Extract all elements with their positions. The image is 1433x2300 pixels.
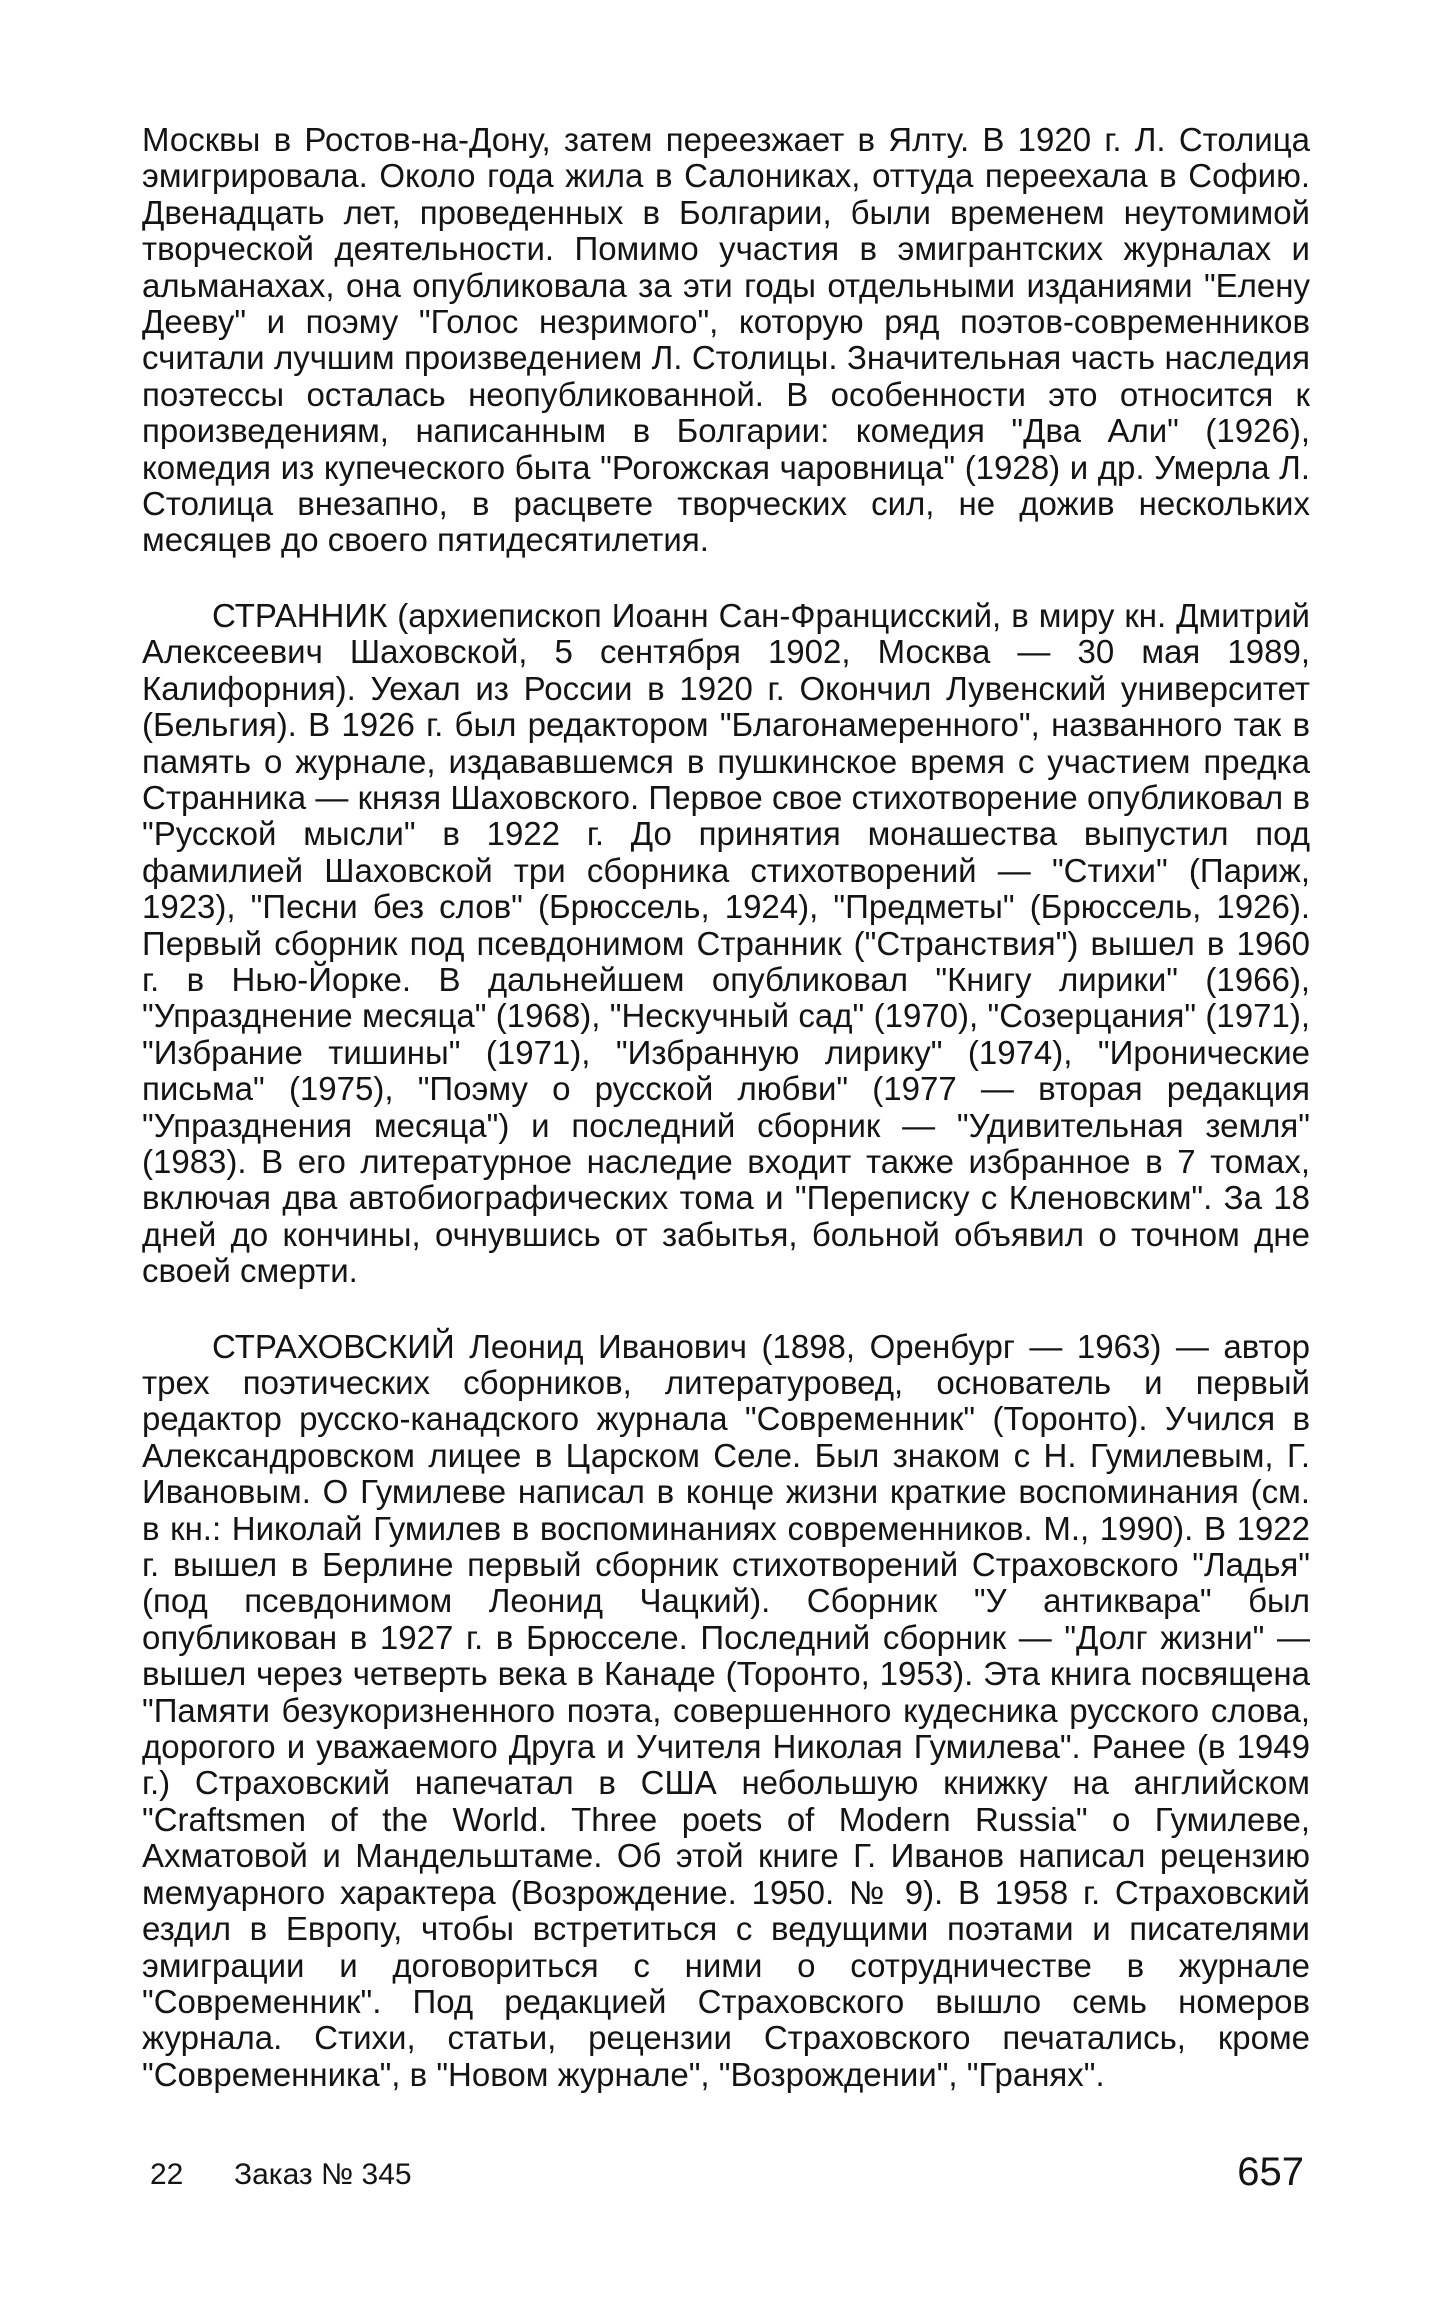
page-footer	[142, 2150, 1310, 2210]
paragraph-strannik-bio: СТРАННИК (архиепископ Иоанн Сан-Францисский, в миру кн. Дмитрий Алексеевич Шаховской, 5 сентября 1902, Москва — 30 мая 1989, Калифорния). Уехал из России в 1920 г. Окончил Лувенский университет (Бельгия). В 1926 г. был редактором "Благонамеренного", названного так в память о журнале, издававшемся в пушкинское время с участием предка Странника — князя Шаховского. Первое свое стихотворение опубликовал в "Русской мысли" в 1922 г. До принятия монашества выпустил под фамилией Шаховской три сборника стихотворений — "Стихи" (Париж, 1923), "Песни без слов" (Брюссель, 1924), "Предметы" (Брюссель, 1926). Первый сборник под псевдонимом Странник ("Странствия") вышел в 1960 г. в Нью-Йорке. В дальнейшем опубликовал "Книгу лирики" (1966), "Упразднение месяца" (1968), "Нескучный сад" (1970), "Созерцания" (1971), "Избрание тишины" (1971), "Избранную лирику" (1974), "Иронические письма" (1975), "Поэму о русской любви" (1977 — вторая редакция "Упразднения месяца") и последний сборник — "Удивительная земля" (1983). В его литературное наследие входит также избранное в 7 томах, включая два автобиографических тома и "Переписку с Кленовским". За 18 дней до кончины, очнувшись от забытья, больной объявил о точном дне своей смерти.	[142, 596, 1310, 1290]
paragraph-stolitsa-bio-continuation: Москвы в Ростов-на-Дону, затем переезжает в Ялту. В 1920 г. Л. Столица эмигрировала. Около года жила в Салониках, оттуда переехала в Софию. Двенадцать лет, проведенных в Болгарии, были временем неутомимой творческой деятельности. Помимо участия в эмигрантских журналах и альманахах, она опубликовала за эти годы отдельными изданиями "Елену Дееву" и поэму "Голос незримого", которую ряд поэтов-современников считали лучшим произведением Л. Столицы. Значительная часть наследия поэтессы осталась неопубликованной. В особенности это относится к произведениям, написанным в Болгарии: комедия "Два Али" (1926), комедия из купеческого быта "Рогожская чаровница" (1928) и др. Умерла Л. Столица внезапно, в расцвете творческих сил, не дожив нескольких месяцев до своего пятидесятилетия.	[142, 121, 1310, 559]
paragraph-gap	[142, 1290, 1310, 1329]
paragraph-gap	[142, 559, 1310, 598]
page-number: 657	[1237, 2150, 1304, 2194]
page-body	[142, 122, 1310, 2093]
signature-number: 22	[150, 2158, 184, 2191]
paragraph-strakhovsky-bio: СТРАХОВСКИЙ Леонид Иванович (1898, Оренбург — 1963) — автор трех поэтических сборников, литературовед, основатель и первый редактор русско-канадского журнала "Современник" (Торонто). Учился в Александровском лицее в Царском Селе. Был знаком с Н. Гумилевым, Г. Ивановым. О Гумилеве написал в конце жизни краткие воспоминания (см. в кн.: Николай Гумилев в воспоминаниях современников. М., 1990). В 1922 г. вышел в Берлине первый сборник стихотворений Страховского "Ладья" (под псевдонимом Леонид Чацкий). Сборник "У антиквара" был опубликован в 1927 г. в Брюсселе. Последний сборник — "Долг жизни" — вышел через четверть века в Канаде (Торонто, 1953). Эта книга посвящена "Памяти безукоризненного поэта, совершенного кудесника русского слова, дорогого и уважаемого Друга и Учителя Николая Гумилева". Ранее (в 1949 г.) Страховский напечатал в США небольшую книжку на английском "Craftsmen of the World. Three poets of Modern Russia" о Гумилеве, Ахматовой и Мандельштаме. Об этой книге Г. Иванов написал рецензию мемуарного характера (Возрождение. 1950. № 9). В 1958 г. Страховский ездил в Европу, чтобы встретиться с ведущими поэтами и писателями эмиграции и договориться с ними о сотрудничестве в журнале "Современник". Под редакцией Страховского вышло семь номеров журнала. Стихи, статьи, рецензии Страховского печатались, кроме "Современника", в "Новом журнале", "Возрождении", "Гранях".	[142, 1327, 1310, 2093]
print-order-number: Заказ № 345	[234, 2158, 412, 2191]
